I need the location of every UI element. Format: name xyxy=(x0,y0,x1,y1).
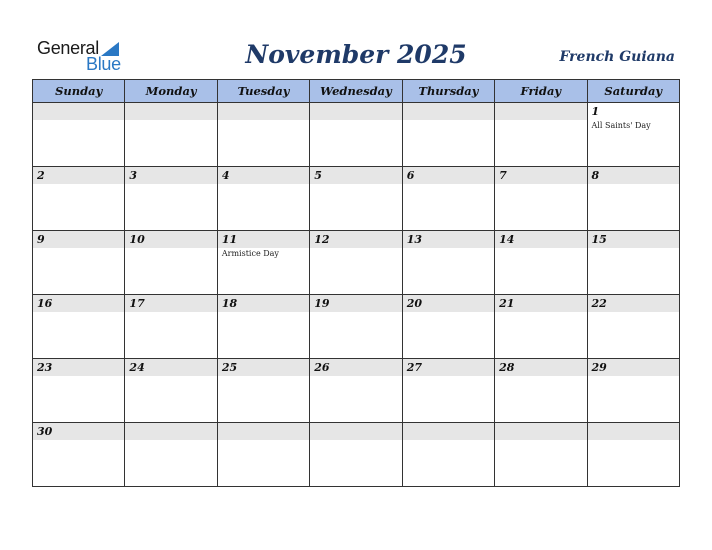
day-cell xyxy=(33,231,125,295)
day-number: 21 xyxy=(495,295,586,312)
day-number: 25 xyxy=(218,359,309,376)
holiday-label xyxy=(403,248,494,249)
week-row xyxy=(33,359,680,423)
day-cell xyxy=(310,359,402,423)
day-cell xyxy=(402,295,494,359)
day-cell xyxy=(33,359,125,423)
day-number: 22 xyxy=(588,295,679,312)
day-cell xyxy=(587,231,679,295)
weekday-header: Thursday xyxy=(402,80,494,103)
holiday-label xyxy=(310,248,401,249)
holiday-label xyxy=(310,184,401,185)
day-cell xyxy=(495,359,587,423)
general-blue-logo xyxy=(37,38,137,74)
day-number xyxy=(310,423,401,440)
day-number xyxy=(218,103,309,120)
day-cell xyxy=(33,103,125,167)
holiday-label xyxy=(33,248,124,249)
day-cell xyxy=(125,359,217,423)
day-cell xyxy=(587,103,679,167)
day-number: 10 xyxy=(125,231,216,248)
day-cell xyxy=(587,167,679,231)
day-cell xyxy=(495,423,587,487)
logo-blue-text: Blue xyxy=(86,54,121,74)
day-cell xyxy=(495,295,587,359)
day-cell xyxy=(125,231,217,295)
weekday-header: Friday xyxy=(495,80,587,103)
day-cell xyxy=(310,295,402,359)
day-cell xyxy=(217,167,309,231)
day-cell xyxy=(217,423,309,487)
day-number: 16 xyxy=(33,295,124,312)
holiday-label xyxy=(403,120,494,121)
holiday-label xyxy=(125,120,216,121)
weekday-header: Tuesday xyxy=(217,80,309,103)
day-number: 11 xyxy=(218,231,309,248)
day-number: 17 xyxy=(125,295,216,312)
weekday-header: Sunday xyxy=(33,80,125,103)
day-cell xyxy=(33,167,125,231)
day-number xyxy=(403,103,494,120)
day-cell xyxy=(402,167,494,231)
day-cell xyxy=(310,423,402,487)
day-number: 3 xyxy=(125,167,216,184)
day-cell xyxy=(587,295,679,359)
holiday-label xyxy=(495,184,586,185)
day-cell xyxy=(125,423,217,487)
day-number: 28 xyxy=(495,359,586,376)
holiday-label xyxy=(310,376,401,377)
day-cell xyxy=(310,103,402,167)
holiday-label xyxy=(125,376,216,377)
holiday-label xyxy=(495,120,586,121)
holiday-label xyxy=(588,376,679,377)
holiday-label xyxy=(403,312,494,313)
holiday-label xyxy=(33,184,124,185)
day-number: 23 xyxy=(33,359,124,376)
day-cell xyxy=(495,103,587,167)
day-number: 19 xyxy=(310,295,401,312)
day-cell xyxy=(402,423,494,487)
logo-general-text: General xyxy=(37,38,99,58)
holiday-label xyxy=(33,120,124,121)
day-cell xyxy=(495,231,587,295)
holiday-label xyxy=(403,184,494,185)
day-cell xyxy=(310,167,402,231)
day-cell xyxy=(217,295,309,359)
day-number: 9 xyxy=(33,231,124,248)
day-number xyxy=(588,423,679,440)
holiday-label xyxy=(588,440,679,441)
day-cell xyxy=(217,231,309,295)
holiday-label xyxy=(588,184,679,185)
holiday-label xyxy=(218,184,309,185)
day-number xyxy=(495,423,586,440)
day-number: 4 xyxy=(218,167,309,184)
week-row xyxy=(33,167,680,231)
day-cell xyxy=(217,103,309,167)
day-number xyxy=(125,103,216,120)
holiday-label xyxy=(495,440,586,441)
day-number: 7 xyxy=(495,167,586,184)
day-cell xyxy=(495,167,587,231)
holiday-label xyxy=(310,440,401,441)
holiday-label xyxy=(403,376,494,377)
weekday-header: Wednesday xyxy=(310,80,402,103)
holiday-label xyxy=(495,376,586,377)
day-cell xyxy=(587,423,679,487)
day-number: 2 xyxy=(33,167,124,184)
day-number: 29 xyxy=(588,359,679,376)
weekday-header: Monday xyxy=(125,80,217,103)
day-number: 14 xyxy=(495,231,586,248)
day-cell xyxy=(125,167,217,231)
holiday-label xyxy=(403,440,494,441)
region-name: French Guiana xyxy=(559,49,675,65)
holiday-label xyxy=(33,376,124,377)
day-number: 26 xyxy=(310,359,401,376)
holiday-label xyxy=(310,120,401,121)
day-number xyxy=(403,423,494,440)
holiday-label: All Saints' Day xyxy=(591,121,651,130)
holiday-label xyxy=(495,312,586,313)
weekday-header-row xyxy=(33,80,680,103)
day-cell xyxy=(310,231,402,295)
holiday-label xyxy=(588,248,679,249)
holiday-label xyxy=(33,440,124,441)
day-number: 5 xyxy=(310,167,401,184)
weekday-header: Saturday xyxy=(587,80,679,103)
day-cell xyxy=(125,103,217,167)
holiday-label xyxy=(218,120,309,121)
day-number xyxy=(310,103,401,120)
day-number: 24 xyxy=(125,359,216,376)
week-row xyxy=(33,423,680,487)
holiday-label xyxy=(125,312,216,313)
day-cell xyxy=(587,359,679,423)
day-number: 27 xyxy=(403,359,494,376)
holiday-label xyxy=(588,312,679,313)
day-number: 8 xyxy=(588,167,679,184)
day-number xyxy=(33,103,124,120)
day-cell xyxy=(402,231,494,295)
day-number: 6 xyxy=(403,167,494,184)
day-cell xyxy=(402,359,494,423)
day-number xyxy=(125,423,216,440)
holiday-label xyxy=(218,312,309,313)
holiday-label xyxy=(125,184,216,185)
day-number: 1 xyxy=(588,103,679,120)
week-row xyxy=(33,103,680,167)
holiday-label xyxy=(218,440,309,441)
day-number: 18 xyxy=(218,295,309,312)
day-number: 15 xyxy=(588,231,679,248)
day-number: 13 xyxy=(403,231,494,248)
day-cell xyxy=(217,359,309,423)
day-number: 12 xyxy=(310,231,401,248)
day-cell xyxy=(402,103,494,167)
day-cell xyxy=(33,295,125,359)
holiday-label xyxy=(495,248,586,249)
calendar-grid xyxy=(32,79,680,487)
holiday-label xyxy=(125,440,216,441)
holiday-label xyxy=(218,376,309,377)
day-number: 30 xyxy=(33,423,124,440)
day-cell xyxy=(125,295,217,359)
holiday-label: Armistice Day xyxy=(221,249,279,258)
day-cell xyxy=(33,423,125,487)
day-number: 20 xyxy=(403,295,494,312)
week-row xyxy=(33,231,680,295)
holiday-label xyxy=(125,248,216,249)
holiday-label xyxy=(310,312,401,313)
calendar-title: November 2025 xyxy=(245,40,467,69)
week-row xyxy=(33,295,680,359)
holiday-label xyxy=(33,312,124,313)
day-number xyxy=(495,103,586,120)
day-number xyxy=(218,423,309,440)
